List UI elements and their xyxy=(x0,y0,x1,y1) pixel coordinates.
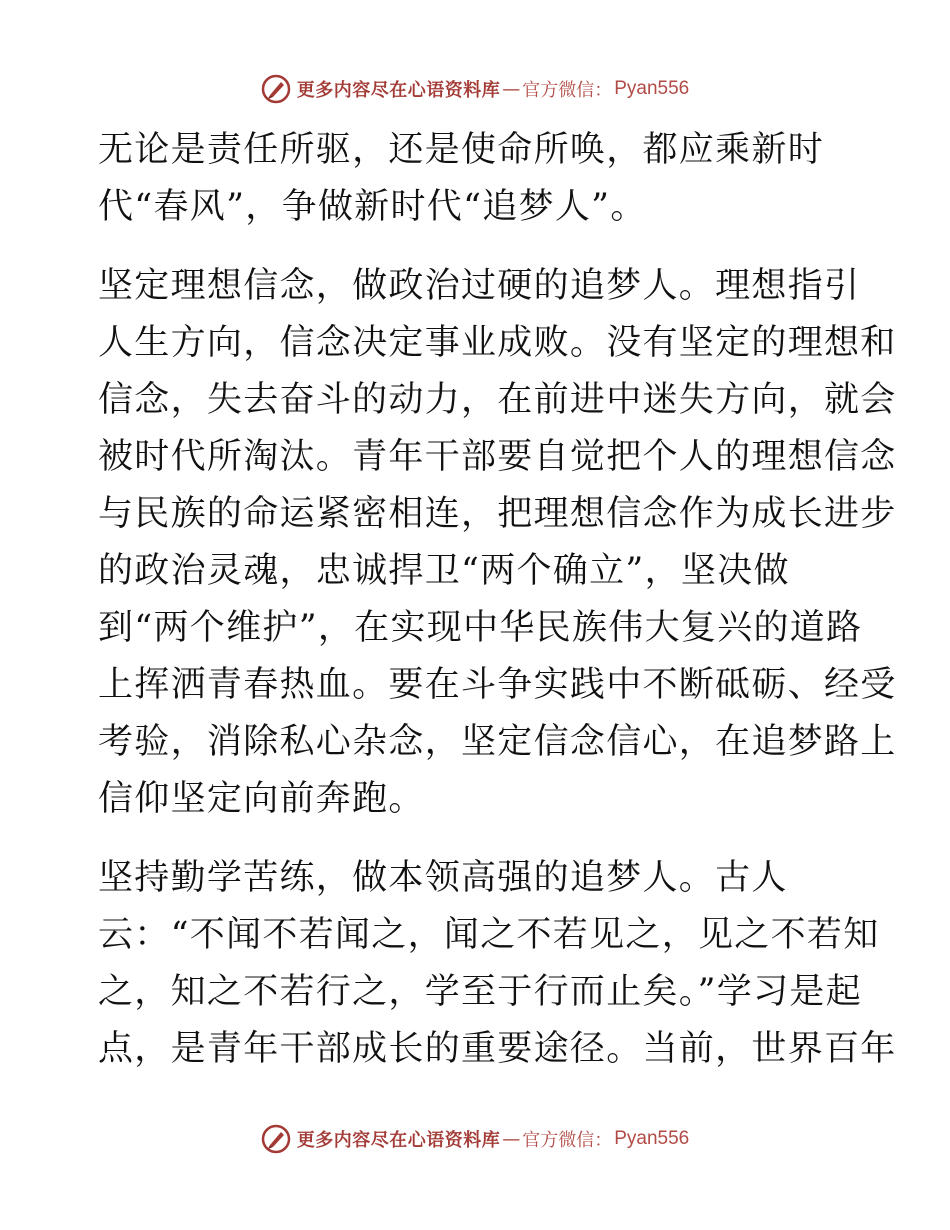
watermark-text: 更多内容尽在心语资料库 xyxy=(296,1130,501,1151)
text-line: 考验，消除私心杂念，坚定信念信心，在追梦路上 xyxy=(98,722,897,762)
paragraph xyxy=(98,850,897,1078)
watermark-header xyxy=(0,72,950,106)
text-line: 信念，失去奋斗的动力，在前进中迷失方向，就会 xyxy=(98,380,897,420)
text-line: 的政治灵魂，忠诚捍卫“两个确立”，坚决做 xyxy=(98,551,790,591)
pen-logo-icon xyxy=(261,1124,291,1154)
text-line: 之，知之不若行之，学至于行而止矣。”学习是起 xyxy=(98,972,862,1012)
watermark-label: 官方微信： xyxy=(522,80,613,101)
document-body xyxy=(98,122,897,1078)
watermark-label: 官方微信： xyxy=(522,1130,613,1151)
text-line: 与民族的命运紧密相连，把理想信念作为成长进步 xyxy=(98,494,897,534)
text-line: 信仰坚定向前奔跑。 xyxy=(98,779,425,819)
text-line: 坚定理想信念，做政治过硬的追梦人。理想指引 xyxy=(98,266,861,306)
watermark-separator: — xyxy=(502,78,521,100)
text-line: 被时代所淘汰。青年干部要自觉把个人的理想信念 xyxy=(98,437,897,477)
text-line: 点，是青年干部成长的重要途径。当前，世界百年 xyxy=(98,1029,897,1069)
watermark-separator: — xyxy=(502,1128,521,1150)
text-line: 代“春风”，争做新时代“追梦人”。 xyxy=(98,187,647,227)
watermark-footer xyxy=(0,1122,950,1156)
text-line: 到“两个维护”，在实现中华民族伟大复兴的道路 xyxy=(98,608,863,648)
pen-logo-icon xyxy=(261,74,291,104)
text-line: 无论是责任所驱，还是使命所唤，都应乘新时 xyxy=(98,130,825,170)
watermark-id: Pyan556 xyxy=(614,78,690,99)
text-line: 上挥洒青春热血。要在斗争实践中不断砥砺、经受 xyxy=(98,665,897,705)
watermark-text: 更多内容尽在心语资料库 xyxy=(296,80,501,101)
paragraph xyxy=(98,258,897,828)
paragraph-spacer xyxy=(98,828,858,850)
paragraph xyxy=(98,122,858,236)
text-line: 人生方向，信念决定事业成败。没有坚定的理想和 xyxy=(98,323,897,363)
watermark-id: Pyan556 xyxy=(614,1128,690,1149)
text-line: 坚持勤学苦练，做本领高强的追梦人。古人 xyxy=(98,858,788,898)
paragraph-spacer xyxy=(98,236,858,258)
text-line: 云：“不闻不若闻之，闻之不若见之，见之不若知 xyxy=(98,915,880,955)
